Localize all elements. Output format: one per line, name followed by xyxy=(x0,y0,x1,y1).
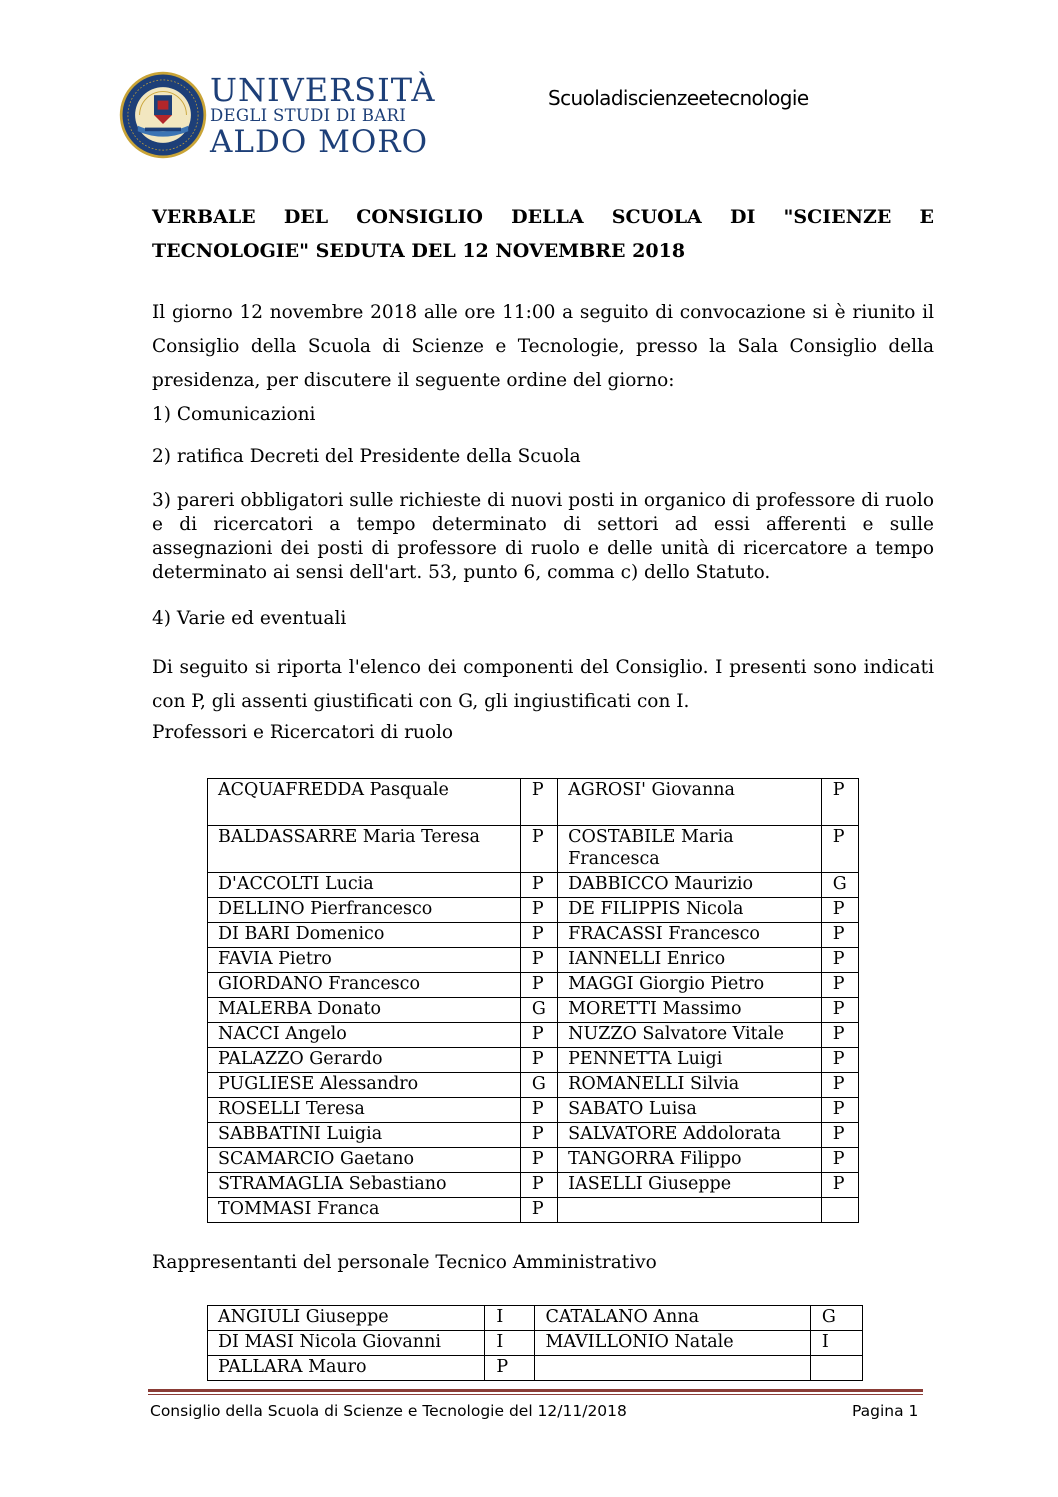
member-name-cell: AGROSI' Giovanna xyxy=(558,779,822,826)
attendance-status-cell: P xyxy=(520,873,557,898)
attendance-status-cell: P xyxy=(821,1148,858,1173)
attendance-status-cell: P xyxy=(520,1173,557,1198)
member-name-cell: NACCI Angelo xyxy=(208,1023,521,1048)
member-name-cell: SABBATINI Luigia xyxy=(208,1123,521,1148)
attendance-status-cell: P xyxy=(520,948,557,973)
table-row xyxy=(208,1073,859,1098)
table-row xyxy=(208,898,859,923)
table-row xyxy=(208,1123,859,1148)
logo-line-1: UNIVERSITÀ xyxy=(210,71,436,109)
member-name-cell: STRAMAGLIA Sebastiano xyxy=(208,1173,521,1198)
attendance-status-cell: P xyxy=(821,1048,858,1073)
member-name-cell: CATALANO Anna xyxy=(535,1306,810,1331)
attendance-status-cell: G xyxy=(520,1073,557,1098)
table-row xyxy=(208,826,859,873)
attendance-status-cell: P xyxy=(821,1173,858,1198)
university-logo xyxy=(118,70,436,162)
attendance-status-cell: P xyxy=(520,923,557,948)
table-row xyxy=(208,1356,863,1381)
member-name-cell: PALAZZO Gerardo xyxy=(208,1048,521,1073)
attendance-status-cell: P xyxy=(520,973,557,998)
table-row xyxy=(208,948,859,973)
table-row xyxy=(208,1306,863,1331)
attendance-status-cell: P xyxy=(520,779,557,826)
table-row xyxy=(208,873,859,898)
attendance-status-cell: P xyxy=(821,1098,858,1123)
school-header: Scuoladiscienzeetecnologie xyxy=(548,86,809,110)
agenda-item-3: 3) pareri obbligatori sulle richieste di nuovi posti in organico di professore di ruolo e di ricercatori a tempo determinato di settori ad essi afferenti e sulle assegnazioni dei posti di professore di ruolo e delle unità di ricercatore a tempo determinato ai sensi dell'art. 53, punto 6, comma c) dello Statuto. xyxy=(152,490,934,583)
logo-text xyxy=(210,71,436,160)
attendance-status-cell: P xyxy=(520,1148,557,1173)
document-title: VERBALE DEL CONSIGLIO DELLA SCUOLA DI "SCIENZE E TECNOLOGIE" SEDUTA DEL 12 NOVEMBRE 2018 xyxy=(152,206,934,262)
table-row xyxy=(208,1173,859,1198)
attendance-status-cell: P xyxy=(520,1098,557,1123)
footer-rule-thin xyxy=(148,1394,923,1395)
professors-table xyxy=(207,778,859,1223)
member-name-cell: COSTABILE Maria Francesca xyxy=(558,826,822,873)
attendance-status-cell: G xyxy=(520,998,557,1023)
member-name-cell: BALDASSARRE Maria Teresa xyxy=(208,826,521,873)
footer-rule xyxy=(148,1389,923,1392)
table-row xyxy=(208,1023,859,1048)
table-row xyxy=(208,1148,859,1173)
attendance-status-cell: P xyxy=(520,1048,557,1073)
agenda-item-4: 4) Varie ed eventuali xyxy=(152,608,347,629)
member-name-cell: DI MASI Nicola Giovanni xyxy=(208,1331,485,1356)
member-name-cell: FRACASSI Francesco xyxy=(558,923,822,948)
member-name-cell: PALLARA Mauro xyxy=(208,1356,485,1381)
member-name-cell: TANGORRA Filippo xyxy=(558,1148,822,1173)
tech-staff-table xyxy=(207,1305,863,1381)
member-name-cell: GIORDANO Francesco xyxy=(208,973,521,998)
members-intro: Di seguito si riporta l'elenco dei componenti del Consiglio. I presenti sono indicati con P, gli assenti giustificati con G, gli ingiustificati con I. xyxy=(152,657,934,712)
attendance-status-cell: P xyxy=(821,1073,858,1098)
attendance-status-cell: P xyxy=(520,1198,557,1223)
member-name-cell: MAGGI Giorgio Pietro xyxy=(558,973,822,998)
attendance-status-cell: P xyxy=(520,1123,557,1148)
member-name-cell: PUGLIESE Alessandro xyxy=(208,1073,521,1098)
member-name-cell: ACQUAFREDDA Pasquale xyxy=(208,779,521,826)
member-name-cell: NUZZO Salvatore Vitale xyxy=(558,1023,822,1048)
attendance-status-cell: P xyxy=(520,826,557,873)
member-name-cell: DABBICCO Maurizio xyxy=(558,873,822,898)
member-name-cell: SALVATORE Addolorata xyxy=(558,1123,822,1148)
table-row xyxy=(208,1098,859,1123)
table-row xyxy=(208,779,859,826)
logo-line-3: ALDO MORO xyxy=(210,123,429,160)
member-name-cell: FAVIA Pietro xyxy=(208,948,521,973)
member-name-cell xyxy=(535,1356,810,1381)
member-name-cell: PENNETTA Luigi xyxy=(558,1048,822,1073)
footer-text: Consiglio della Scuola di Scienze e Tecnologie del 12/11/2018 xyxy=(150,1402,627,1420)
member-name-cell: SCAMARCIO Gaetano xyxy=(208,1148,521,1173)
attendance-status-cell: I xyxy=(810,1331,862,1356)
page-number: Pagina 1 xyxy=(852,1402,919,1420)
university-seal-icon xyxy=(118,70,208,160)
attendance-status-cell: G xyxy=(821,873,858,898)
attendance-status-cell: P xyxy=(485,1356,535,1381)
member-name-cell: DELLINO Pierfrancesco xyxy=(208,898,521,923)
attendance-status-cell: P xyxy=(821,923,858,948)
member-name-cell: SABATO Luisa xyxy=(558,1098,822,1123)
attendance-status-cell: G xyxy=(810,1306,862,1331)
attendance-status-cell: P xyxy=(821,1023,858,1048)
member-name-cell: IASELLI Giuseppe xyxy=(558,1173,822,1198)
attendance-status-cell: P xyxy=(520,898,557,923)
agenda-item-1: 1) Comunicazioni xyxy=(152,404,316,425)
attendance-status-cell xyxy=(821,1198,858,1223)
table-row xyxy=(208,998,859,1023)
member-name-cell: MAVILLONIO Natale xyxy=(535,1331,810,1356)
member-name-cell: DI BARI Domenico xyxy=(208,923,521,948)
attendance-status-cell: I xyxy=(485,1331,535,1356)
member-name-cell xyxy=(558,1198,822,1223)
attendance-status-cell: I xyxy=(485,1306,535,1331)
member-name-cell: MALERBA Donato xyxy=(208,998,521,1023)
member-name-cell: MORETTI Massimo xyxy=(558,998,822,1023)
professors-heading: Professori e Ricercatori di ruolo xyxy=(152,722,454,743)
attendance-status-cell xyxy=(810,1356,862,1381)
attendance-status-cell: P xyxy=(821,998,858,1023)
attendance-status-cell: P xyxy=(821,1123,858,1148)
member-name-cell: ROMANELLI Silvia xyxy=(558,1073,822,1098)
agenda-item-2: 2) ratifica Decreti del Presidente della Scuola xyxy=(152,446,581,467)
attendance-status-cell: P xyxy=(821,826,858,873)
member-name-cell: D'ACCOLTI Lucia xyxy=(208,873,521,898)
table-row xyxy=(208,973,859,998)
intro-paragraph: Il giorno 12 novembre 2018 alle ore 11:00 a seguito di convocazione si è riunito il Consiglio della Scuola di Scienze e Tecnologie, presso la Sala Consiglio della presidenza, per discutere il seguente ordine del giorno: xyxy=(152,302,934,391)
member-name-cell: DE FILIPPIS Nicola xyxy=(558,898,822,923)
member-name-cell: ANGIULI Giuseppe xyxy=(208,1306,485,1331)
member-name-cell: ROSELLI Teresa xyxy=(208,1098,521,1123)
attendance-status-cell: P xyxy=(821,779,858,826)
member-name-cell: IANNELLI Enrico xyxy=(558,948,822,973)
member-name-cell: TOMMASI Franca xyxy=(208,1198,521,1223)
attendance-status-cell: P xyxy=(520,1023,557,1048)
table-row xyxy=(208,923,859,948)
table-row xyxy=(208,1331,863,1356)
table-row xyxy=(208,1048,859,1073)
logo-line-2: DEGLI STUDI DI BARI xyxy=(210,106,407,125)
attendance-status-cell: P xyxy=(821,973,858,998)
attendance-status-cell: P xyxy=(821,948,858,973)
attendance-status-cell: P xyxy=(821,898,858,923)
tech-staff-heading: Rappresentanti del personale Tecnico Amministrativo xyxy=(152,1252,657,1273)
table-row xyxy=(208,1198,859,1223)
